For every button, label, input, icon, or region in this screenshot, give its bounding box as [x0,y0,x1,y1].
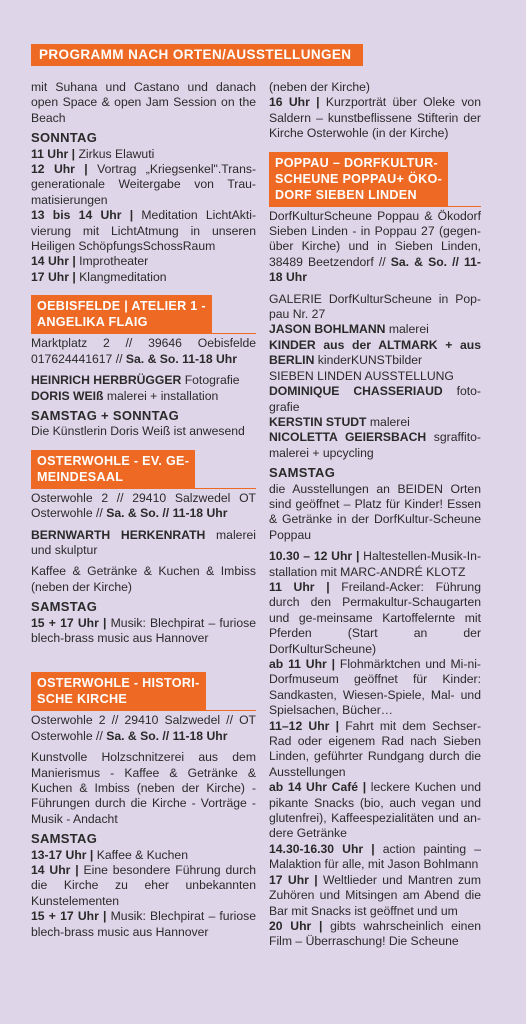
schedule-text: Fahrt mit dem Sechser-Rad oder eigenem Rad nach Sieben Linden, geführter Rundgang durch die Ausstellungen [269,718,482,779]
schedule-text: Meditation LichtAkti-vierung mit LichtAtmung in unseren Heiligen SchöpfungsSchossRaum [31,208,256,254]
address-text: Osterwohle 2 // 29410 Salzwedel // OT Osterwohle // [31,713,256,743]
schedule-item [31,147,256,162]
venue-tag-line: ANGELIKA FLAIG [37,315,148,330]
schedule-item [269,780,481,842]
venue-address [31,333,256,367]
schedule-text: Klangmeditation [75,269,167,284]
address-text: Osterwohle 2 // 29410 Salzwedel OT Osterwohle // [31,490,256,521]
schedule-item [269,842,481,873]
schedule-text: action painting – Malaktion für alle, mit Jason Bohlmann [269,841,481,872]
schedule-item [31,208,256,254]
artist-item [31,528,256,559]
schedule-item [269,580,481,657]
schedule-text: Freiland-Acker: Führung durch den Permakultur-Schaugarten und ge-meinsame Kartoffelernte mit Pferden (Start an der DorfKulturScheune) [269,579,481,656]
schedule-text: Zirkus Elawuti [75,146,155,161]
schedule-time: 14.30-16.30 Uhr | [269,841,375,856]
schedule-text: Kurzporträt über Oleke von Saldern – kunstbeflissene Stifterin der Kirche Osterwohle (in der Kirche) [269,95,481,141]
venue-address [269,206,481,286]
day-heading: SAMSTAG [31,831,98,847]
schedule-item [269,95,481,141]
day-heading: SAMSTAG [31,599,98,615]
opening-dates: Sa. & So. // 11-18 Uhr [102,506,228,521]
artist-item [269,430,481,461]
artist-item [269,415,481,430]
artist-name: BERNWARTH HERKENRATH [31,527,206,542]
schedule-text: Vortrag „Kriegsenkel".Trans-generationale Weitergabe von Trau-matisierungen [31,162,257,207]
day-heading: SAMSTAG + SONNTAG [31,407,179,423]
schedule-time: 15 + 17 Uhr | [31,909,107,924]
venue-tag-poppau [269,152,448,206]
artist-medium: malerei [385,322,429,337]
venue-tag-line: DORF SIEBEN LINDEN [275,187,417,202]
schedule-time: 11 Uhr | [31,146,76,161]
schedule-item [31,909,256,940]
schedule-item [31,863,256,909]
artist-item [269,322,481,337]
artist-item: SIEBEN LINDEN AUSSTELLUNG [269,368,454,383]
schedule-text: Musik: Blechpirat – furiose blech-brass music aus Hannover [31,909,256,939]
schedule-time: ab 14 Uhr Café | [269,780,367,795]
schedule-text: Kaffee & Kuchen [93,847,188,862]
artist-item [31,389,256,404]
schedule-time: 13-17 Uhr | [31,847,94,862]
schedule-text: Improtheater [75,254,149,269]
artist-medium: Fotografie [181,373,240,388]
schedule-time: 13 bis 14 Uhr | [31,208,134,223]
artist-name: NICOLETTA GEIERSBACH [269,430,427,445]
schedule-item [269,549,481,580]
schedule-time: 20 Uhr | [269,918,323,933]
schedule-item [31,162,256,208]
schedule-item [31,848,256,863]
artist-item [269,384,481,415]
description-text: Kunstvolle Holzschnitzerei aus dem Manierismus - Kaffee & Getränke & Kuchen & Imbiss (neben der Kirche) - Führungen durch die Kirche - Vorträge - Musik - Andacht [31,750,256,826]
artist-medium: sgraffito-malerei + upcycling [269,430,481,460]
schedule-text: leckere Kuchen und pikante Snacks (bio, auch vegan und glutenfrei), Kaffeespezialitäten und an-dere Getränke [269,780,481,841]
continued-text: (neben der Kirche) [269,80,370,94]
schedule-text: Weltlieder und Mantren zum Zuhören und Mitsingen am Abend die Bar mit Snacks ist geöffnet und um [269,872,481,918]
artist-medium: kinderKUNSTbilder [314,353,423,368]
opening-dates: Sa. & So. // 11-18 Uhr [269,254,481,285]
venue-address [31,710,256,744]
venue-tag-ev-gemeindesaal [31,450,195,488]
artist-name: KINDER aus der ALTMARK + aus BERLIN [269,337,481,368]
schedule-time: 12 Uhr | [31,162,88,177]
artist-name: HEINRICH HERBRÜGGER [31,373,182,388]
artist-medium: foto-grafie [269,384,481,414]
address-text: Marktplatz 2 // 39646 Oebisfelde 017624441617 // [31,336,256,366]
venue-tag-line: OSTERWOHLE - HISTORI- [37,676,200,691]
schedule-item [31,254,256,269]
venue-tag-line: OEBISFELDE | ATELIER 1 - [37,299,206,314]
schedule-time: 16 Uhr | [269,95,320,110]
schedule-time: 15 + 17 Uhr | [31,615,107,630]
note-text: Die Künstlerin Doris Weiß ist anwesend [31,424,245,439]
food-text: Kaffee & Getränke & Kuchen & Imbiss (neben der Kirche) [31,564,256,594]
address-text: DorfKulturScheune Poppau & Ökodorf Sieben Linden - in Poppau 27 (gegen-über Kirche) und in Sieben Linden, 38489 Beetzendorf // [269,208,481,269]
opening-dates: Sa. & So. // 11-18 Uhr [102,728,228,743]
venue-tag-line: OSTERWOHLE - EV. GE- [37,453,190,468]
schedule-text: Eine besondere Führung durch die Kirche zu eher unbekannten Kunstelementen [31,863,256,908]
artist-medium: malerei + installation [103,388,219,403]
schedule-time: 14 Uhr | [31,254,76,269]
artist-name: DOMINIQUE CHASSERIAUD [269,384,443,399]
schedule-item [31,616,256,647]
venue-tag-line: POPPAU – DORFKULTUR- [275,155,438,170]
schedule-text: Flohmärktchen und Mi-ni-Dorfmuseum geöffnet für Kinder: Sandkasten, Wiesen-Spiele, Mal- und Spielsachen, Bücher… [269,657,481,718]
schedule-time: 17 Uhr | [31,269,76,284]
artist-name: DORIS WEIß [31,388,104,403]
artist-name: KERSTIN STUDT [269,414,367,429]
day-heading: SAMSTAG [269,465,336,481]
artist-medium: malerei [366,414,410,429]
schedule-text: gibts wahrscheinlich einen Film – Überraschung! Die Scheune [269,918,481,949]
schedule-time: 11–12 Uhr | [269,718,340,733]
opening-dates: Sa. & So. 11-18 Uhr [122,351,237,366]
schedule-time: 14 Uhr | [31,863,79,878]
venue-tag-line: SCHE KIRCHE [37,692,128,707]
schedule-item [31,270,256,285]
schedule-text: Haltestellen-Musik-In-stallation mit MARC-ANDRÉ KLOTZ [269,549,482,579]
gallery-text: GALERIE DorfKulturScheune in Pop-pau Nr. 27 [269,291,481,322]
left-column [31,80,256,940]
artist-item [269,338,481,369]
artist-medium: malerei und skulptur [31,527,256,557]
schedule-text: Musik: Blechpirat – furiose blech-brass music aus Hannover [31,615,256,645]
venue-tag-oebisfelde [31,295,212,333]
artist-name: JASON BOHLMANN [269,322,386,337]
schedule-item [269,657,481,719]
day-intro: die Ausstellungen an BEIDEN Orten sind geöffnet – Platz für Kinder! Essen & Getränke in der DorfKultur-Scheune Poppau [269,481,481,542]
day-heading-sonntag: SONNTAG [31,130,98,146]
venue-tag-line: SCHEUNE POPPAU+ ÖKO- [275,171,443,186]
venue-tag-line: MEINDESAAL [37,469,124,484]
intro-text: mit Suhana und Castano und danach open Space & open Jam Session on the Beach [31,80,256,125]
venue-address [31,488,256,522]
schedule-item [269,919,481,950]
right-column [269,80,481,950]
schedule-time: 10.30 – 12 Uhr | [269,549,360,564]
schedule-item [269,873,481,919]
schedule-item [269,719,481,781]
artist-item [31,373,256,388]
schedule-time: 11 Uhr | [269,579,330,594]
schedule-time: 17 Uhr | [269,872,318,887]
venue-tag-historische-kirche [31,672,206,710]
section-title-bar: PROGRAMM NACH ORTEN/AUSSTELLUNGEN [31,44,363,66]
schedule-time: ab 11 Uhr | [269,657,336,671]
